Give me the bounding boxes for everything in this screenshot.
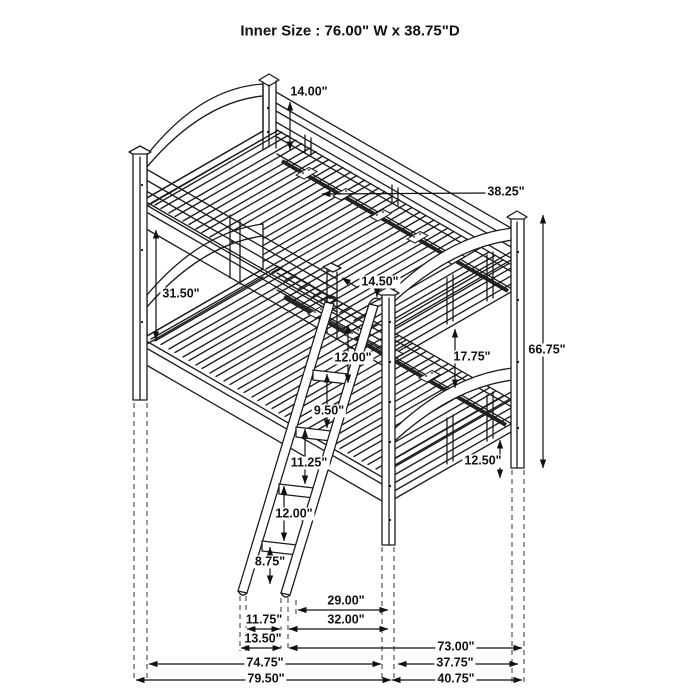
dim-label-slat-length: 38.25"	[487, 184, 525, 199]
ladder-rung	[296, 427, 331, 441]
dim-label-inner-width: 37.75"	[436, 655, 474, 670]
dim-label-ladder-spacing-4: 12.00"	[275, 506, 313, 521]
dim-label-ladder-bottom-spacing: 8.75"	[254, 554, 286, 569]
ladder-rung	[262, 541, 297, 555]
dim-label-rail-length: 73.00"	[437, 639, 475, 654]
page-title: Inner Size : 76.00" W x 38.75"D	[240, 22, 460, 40]
dim-label-ladder-outer-to-foot-post: 32.00"	[327, 612, 365, 627]
dim-label-overall-width: 40.75"	[437, 671, 475, 686]
dim-label-ladder-spacing-3: 11.25"	[290, 455, 328, 470]
dim-label-bunk-clearance: 31.50"	[162, 286, 200, 301]
dim-label-inner-length: 74.75"	[246, 655, 284, 670]
dim-front-guard-leader-1	[342, 278, 358, 288]
dim-label-ladder-inner-to-foot-post: 29.00"	[327, 593, 365, 608]
dim-label-overall-length: 79.50"	[247, 671, 285, 686]
headboard-lower	[147, 224, 263, 344]
dim-label-under-bed-clearance: 12.50"	[464, 453, 502, 468]
dim-label-ladder-inner-width: 11.75"	[245, 612, 283, 627]
foot-back-post	[507, 211, 527, 468]
ladder-right-rail	[281, 304, 378, 595]
dim-label-foot-panel-height: 17.75"	[453, 349, 491, 364]
dim-label-ladder-top-spacing: 12.00"	[334, 350, 372, 365]
dim-label-ladder-outer-width: 13.50"	[244, 631, 282, 646]
dim-label-overall-height: 66.75"	[528, 342, 566, 357]
dim-label-ladder-spacing-2: 9.50"	[313, 403, 345, 418]
dim-label-front-guard-height: 14.50"	[361, 274, 399, 289]
headboard-upper	[147, 84, 263, 206]
dim-label-back-guard-height: 14.00"	[290, 84, 328, 99]
